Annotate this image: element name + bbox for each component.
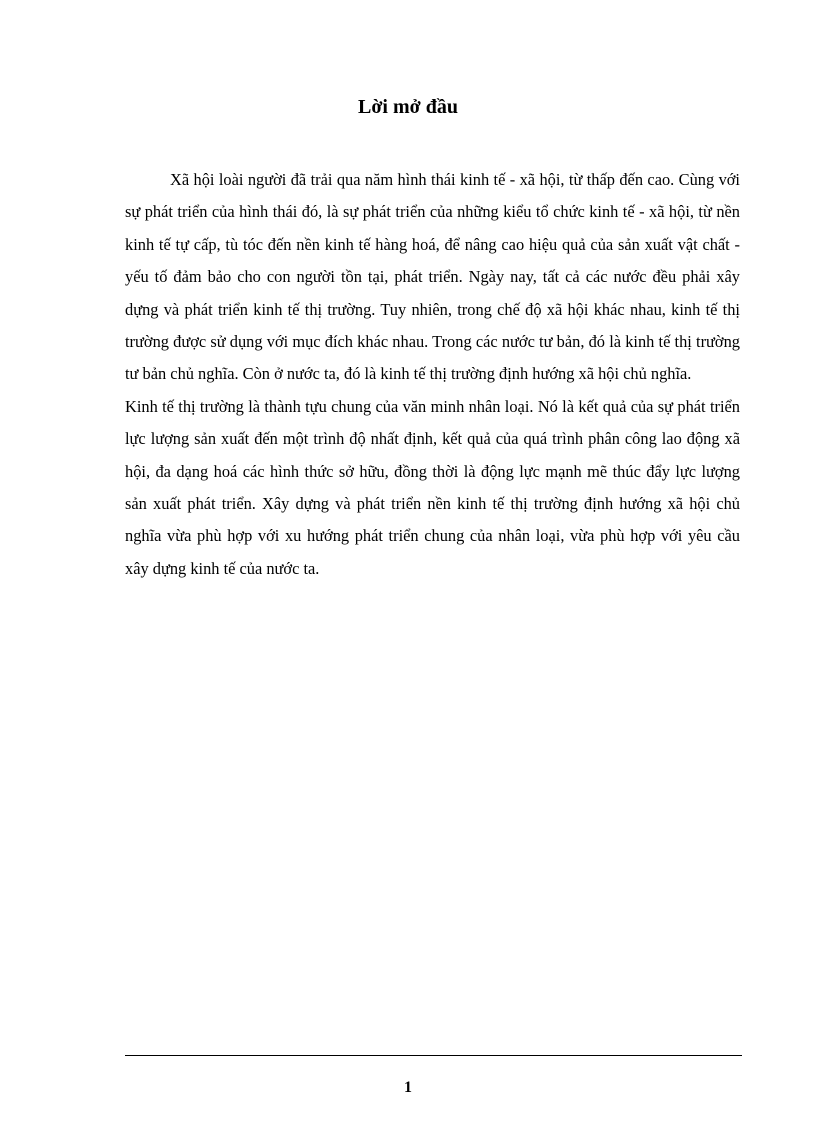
body-text	[125, 164, 740, 585]
page-number: 1	[404, 1079, 412, 1096]
paragraph-1: Xã hội loài người đã trải qua năm hình thái kinh tế - xã hội, từ thấp đến cao. Cùng với sự phát triển của hình thái đó, là sự phát triển của những kiểu tổ chức kinh tế - xã hội, từ nền kinh tế tự cấp, tù tóc đến nền kinh tế hàng hoá, để nâng cao hiệu quả của sản xuất vật chất - yếu tố đảm bảo cho con người tồn tại, phát triển. Ngày nay, tất cả các nước đều phải xây dựng và phát triển kinh tế thị trường. Tuy nhiên, trong chế độ xã hội khác nhau, kinh tế thị trường được sử dụng với mục đích khác nhau. Trong các nước tư bản, đó là kinh tế thị trường tư bản chủ nghĩa. Còn ở nước ta, đó là kinh tế thị trường định hướng xã hội chủ nghĩa.	[125, 170, 740, 384]
footer-divider	[125, 1055, 742, 1056]
page-title: Lời mở đầu	[358, 96, 458, 118]
paragraph-2: Kinh tế thị trường là thành tựu chung của văn minh nhân loại. Nó là kết quả của sự phát triển lực lượng sản xuất đến một trình độ nhất định, kết quả của quá trình phân công lao động xã hội, đa dạng hoá các hình thức sở hữu, đồng thời là động lực mạnh mẽ thúc đẩy lực lượng sản xuất phát triển. Xây dựng và phát triển nền kinh tế thị trường định hướng xã hội chủ nghĩa vừa phù hợp với xu hướng phát triển chung của nhân loại, vừa phù hợp với yêu cầu xây dựng kinh tế của nước ta.	[125, 396, 740, 578]
